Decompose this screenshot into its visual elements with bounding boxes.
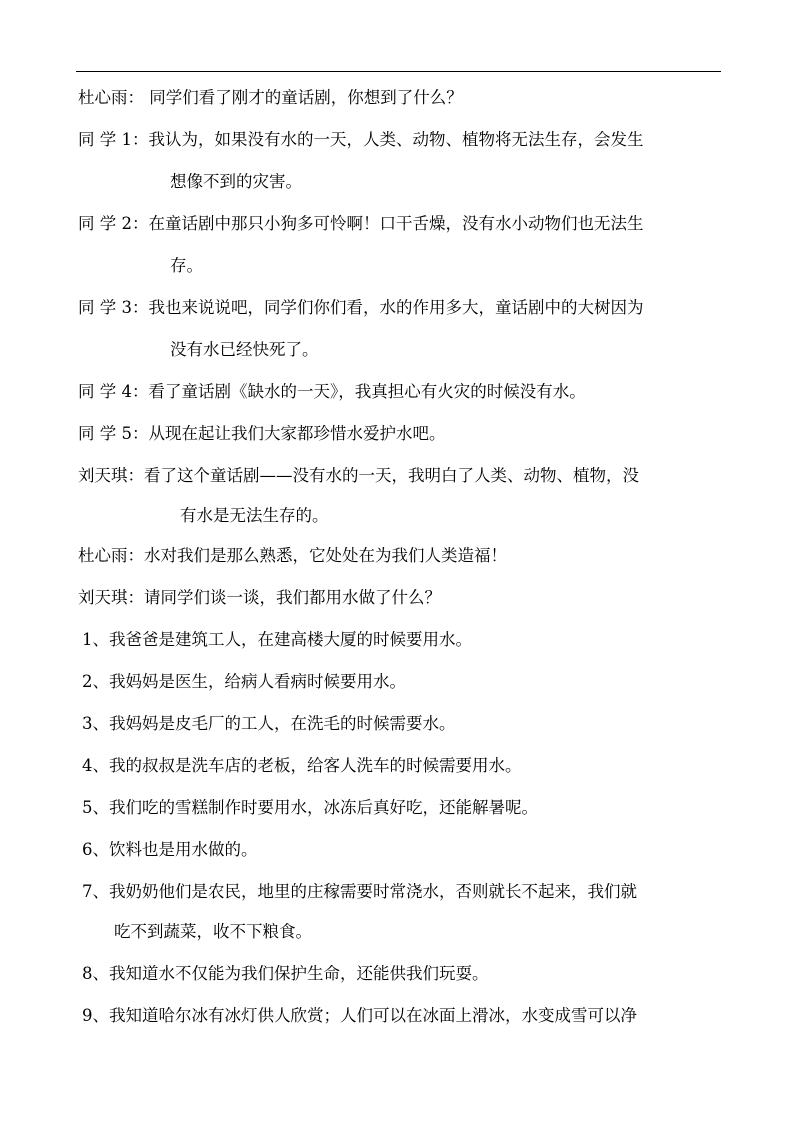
list-item-continuation: 吃不到蔬菜，收不下粮食。 [114, 922, 312, 941]
dialogue-text: 同学们看了刚才的童话剧，你想到了什么？ [144, 88, 463, 107]
list-item [82, 1005, 637, 1027]
item-number: 7、 [82, 882, 109, 901]
dialogue-text: 请同学们谈一谈，我们都用水做了什么？ [144, 588, 441, 607]
dialogue-line [78, 545, 507, 567]
dialogue-continuation: 存。 [170, 256, 203, 275]
list-item [82, 839, 258, 861]
item-number: 5、 [82, 798, 109, 817]
dialogue-line [78, 129, 644, 151]
list-item [82, 797, 538, 819]
item-text: 我们吃的雪糕制作时要用水，冰冻后真好吃，还能解暑呢。 [109, 798, 538, 817]
dialogue-text: 在童话剧中那只小狗多可怜啊！口干舌燥，没有水小动物们也无法生 [148, 214, 644, 233]
speaker-label: 刘天琪： [78, 466, 144, 485]
item-number: 6、 [82, 840, 109, 859]
item-text: 我奶奶他们是农民，地里的庄稼需要时常浇水，否则就长不起来，我们就 [109, 882, 637, 901]
dialogue-text: 从现在起让我们大家都珍惜水爱护水吧。 [148, 424, 446, 443]
item-number: 2、 [82, 672, 109, 691]
dialogue-line [78, 587, 441, 609]
dialogue-line [78, 465, 639, 487]
speaker-label: 同 学 1： [78, 130, 149, 149]
list-item [82, 881, 637, 903]
list-item [82, 755, 522, 777]
speaker-label: 刘天琪： [78, 588, 144, 607]
dialogue-line [78, 297, 644, 319]
item-text: 饮料也是用水做的。 [109, 840, 258, 859]
dialogue-continuation: 没有水已经快死了。 [170, 340, 319, 359]
dialogue-line [78, 87, 463, 109]
item-text: 我妈妈是医生，给病人看病时候要用水。 [109, 672, 406, 691]
list-item [82, 671, 406, 693]
dialogue-text: 水对我们是那么熟悉，它处处在为我们人类造福！ [144, 546, 507, 565]
list-item [82, 963, 489, 985]
dialogue-text: 我也来说说吧，同学们你们看，水的作用多大，童话剧中的大树因为 [148, 298, 644, 317]
dialogue-text: 我认为，如果没有水的一天，人类、动物、植物将无法生存，会发生 [148, 130, 644, 149]
dialogue-line [78, 423, 446, 445]
item-number: 8、 [82, 964, 109, 983]
item-number: 4、 [82, 756, 109, 775]
speaker-label: 杜心雨： [78, 546, 144, 565]
dialogue-text: 看了童话剧《缺水的一天》，我真担心有火灾的时候没有水。 [148, 382, 586, 401]
dialogue-text: 看了这个童话剧——没有水的一天，我明白了人类、动物、植物，没 [144, 466, 639, 485]
item-number: 3、 [82, 714, 109, 733]
speaker-label: 同 学 3： [78, 298, 149, 317]
header-rule [76, 71, 721, 72]
speaker-label: 杜心雨： [78, 88, 144, 107]
item-text: 我妈妈是皮毛厂的工人，在洗毛的时候需要水。 [109, 714, 456, 733]
speaker-label: 同 学 4： [78, 382, 149, 401]
item-text: 我的叔叔是洗车店的老板，给客人洗车的时候需要用水。 [109, 756, 522, 775]
item-number: 9、 [82, 1006, 109, 1025]
speaker-label: 同 学 5： [78, 424, 149, 443]
item-number: 1、 [82, 630, 109, 649]
dialogue-line [78, 381, 586, 403]
list-item [82, 713, 456, 735]
item-text: 我爸爸是建筑工人，在建高楼大厦的时候要用水。 [109, 630, 472, 649]
dialogue-continuation: 想像不到的灾害。 [170, 172, 302, 191]
speaker-label: 同 学 2： [78, 214, 149, 233]
dialogue-line [78, 213, 644, 235]
list-item [82, 629, 472, 651]
item-text: 我知道水不仅能为我们保护生命，还能供我们玩耍。 [109, 964, 489, 983]
item-text: 我知道哈尔冰有冰灯供人欣赏；人们可以在冰面上滑冰，水变成雪可以净 [109, 1006, 637, 1025]
dialogue-continuation: 有水是无法生存的。 [180, 506, 329, 525]
